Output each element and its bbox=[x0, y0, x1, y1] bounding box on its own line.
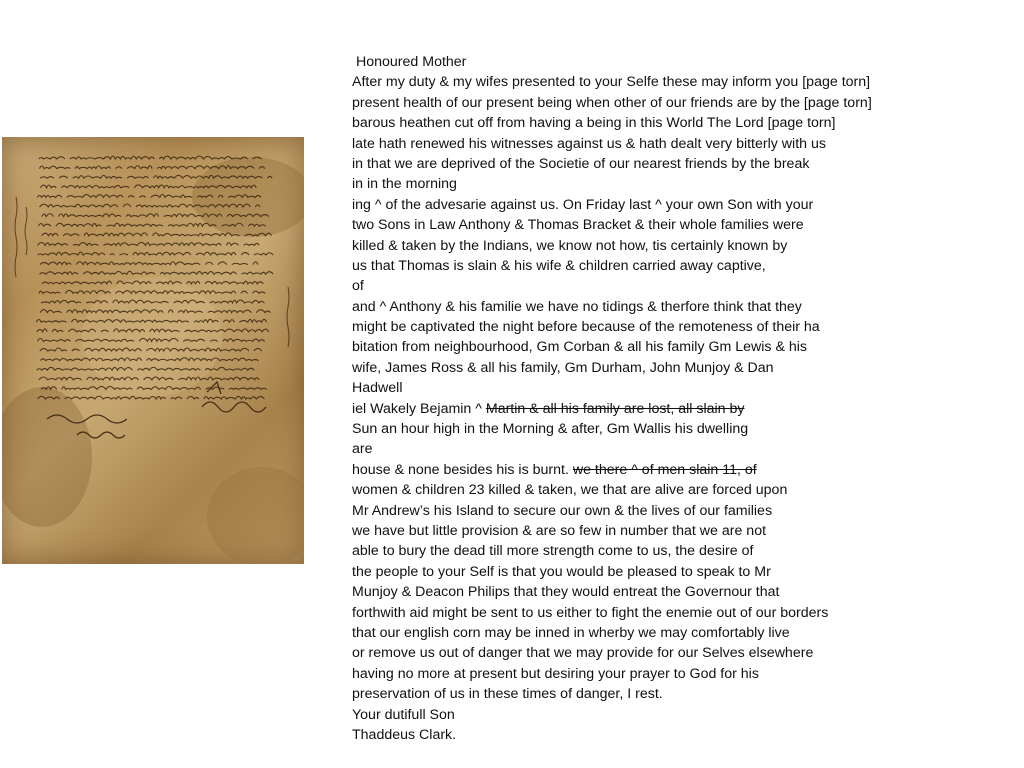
letter-line-house-text: house & none besides his is burnt. bbox=[352, 461, 573, 478]
letter-line: barous heathen cut off from having a being in this World The Lord [page torn] bbox=[352, 115, 836, 132]
letter-body-part-a bbox=[352, 72, 1002, 398]
letter-line: Sun an hour high in the Morning & after, Gm Wallis his dwelling bbox=[352, 421, 749, 438]
letter-line-house bbox=[352, 460, 1002, 480]
letter-line: the people to your Self is that you would be pleased to speak to Mr bbox=[352, 563, 771, 580]
letter-line: us that Thomas is slain & his wife & children carried away captive, bbox=[352, 257, 766, 274]
manuscript-handwriting bbox=[2, 137, 304, 564]
letter-line: bitation from neighbourhood, Gm Corban & all his family Gm Lewis & his bbox=[352, 339, 807, 356]
letter-line: ing ^ of the advesarie against us. On Friday last ^ your own Son with your bbox=[352, 196, 814, 213]
letter-line: might be captivated the night before because of the remoteness of their ha bbox=[352, 319, 820, 336]
letter-closing: Your dutifull Son bbox=[352, 706, 455, 723]
letter-line: present health of our present being when other of our friends are by the [page torn] bbox=[352, 94, 872, 111]
letter-transcript bbox=[352, 52, 1002, 745]
letter-line: late hath renewed his witnesses against us & hath dealt very bitterly with us bbox=[352, 135, 826, 152]
letter-line-wakely bbox=[352, 399, 1002, 419]
manuscript-image bbox=[2, 137, 304, 564]
letter-line: or remove us out of danger that we may provide for our Selves elsewhere bbox=[352, 645, 814, 662]
letter-line: Hadwell bbox=[352, 380, 403, 397]
letter-line: preservation of us in these times of danger, I rest. bbox=[352, 686, 663, 703]
letter-line: we have but little provision & are so few in number that we are not bbox=[352, 522, 767, 539]
letter-line: that our english corn may be inned in wherby we may comfortably live bbox=[352, 624, 790, 641]
letter-salutation: Honoured Mother bbox=[356, 54, 467, 70]
letter-line: in in the morning bbox=[352, 176, 457, 193]
letter-signature: Thaddeus Clark. bbox=[352, 726, 457, 743]
letter-line: in that we are deprived of the Societie of our nearest friends by the break bbox=[352, 155, 810, 172]
letter-line: able to bury the dead till more strength come to us, the desire of bbox=[352, 543, 754, 560]
letter-body-part-b bbox=[352, 419, 1002, 460]
letter-line: killed & taken by the Indians, we know not how, tis certainly known by bbox=[352, 237, 788, 254]
letter-line: women & children 23 killed & taken, we that are alive are forced upon bbox=[352, 482, 788, 499]
struck-text-slain: we there ^ of men slain 11, of bbox=[572, 461, 757, 478]
letter-line: of bbox=[352, 278, 364, 295]
letter-line: Mr Andrew’s his Island to secure our own & the lives of our families bbox=[352, 502, 773, 519]
letter-line: After my duty & my wifes presented to your Selfe these may inform you [page torn] bbox=[352, 74, 871, 91]
letter-line: are bbox=[352, 441, 373, 458]
letter-line-wakely-text: iel Wakely Bejamin ^ bbox=[352, 400, 486, 417]
struck-text-martin: Martin & all his family are lost, all slain by bbox=[485, 400, 745, 417]
letter-line: two Sons in Law Anthony & Thomas Bracket & their whole families were bbox=[352, 217, 804, 234]
letter-line: wife, James Ross & all his family, Gm Durham, John Munjoy & Dan bbox=[352, 359, 774, 376]
letter-body-part-c bbox=[352, 480, 1002, 704]
letter-line: and ^ Anthony & his familie we have no tidings & therfore think that they bbox=[352, 298, 802, 315]
letter-line: Munjoy & Deacon Philips that they would entreat the Governour that bbox=[352, 584, 780, 601]
letter-line: having no more at present but desiring your prayer to God for his bbox=[352, 665, 759, 682]
letter-line: forthwith aid might be sent to us either to fight the enemie out of our borders bbox=[352, 604, 829, 621]
